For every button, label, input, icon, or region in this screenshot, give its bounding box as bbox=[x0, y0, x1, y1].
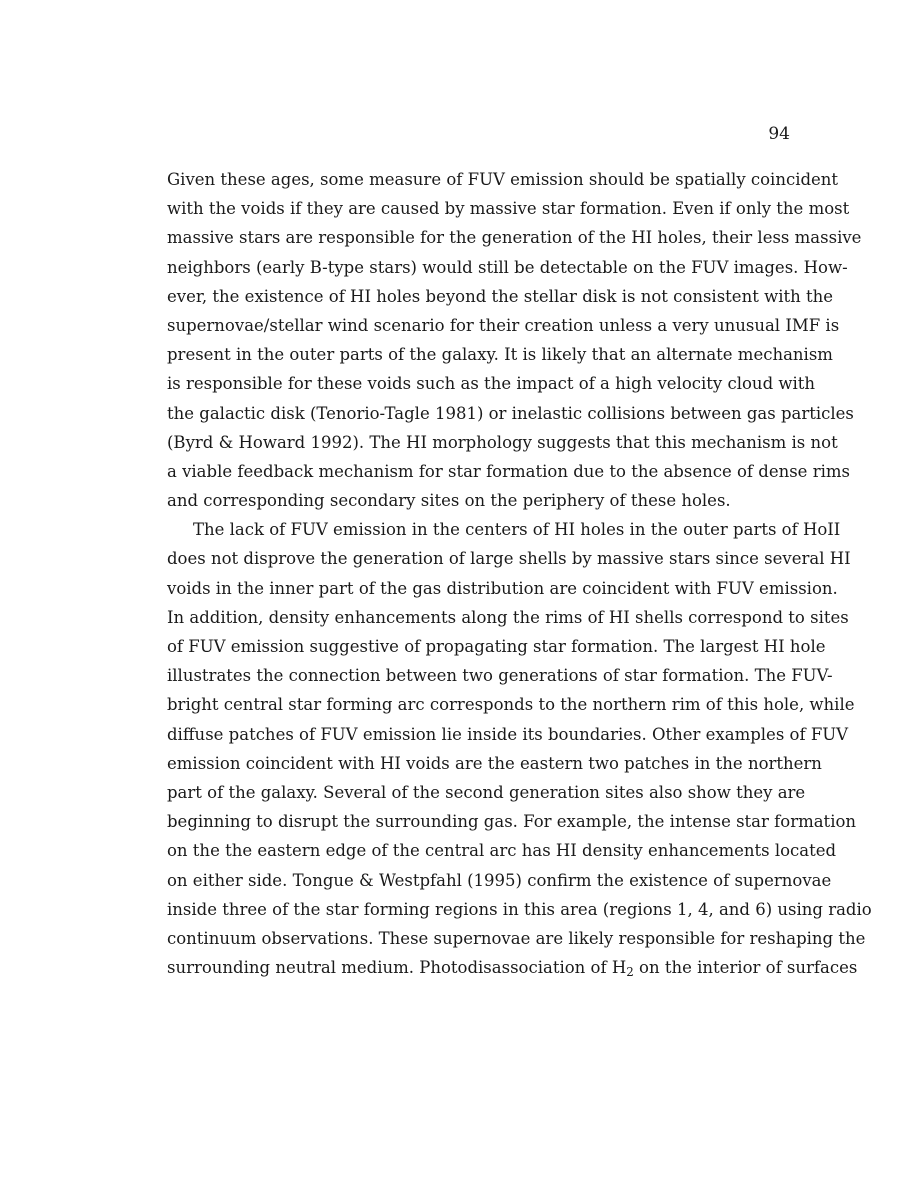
text-line: emission coincident with HI voids are the eastern two patches in the northern bbox=[167, 753, 822, 773]
text-line: is responsible for these voids such as the impact of a high velocity cloud with bbox=[167, 374, 816, 394]
subscript: 2 bbox=[626, 965, 634, 980]
text-fragment: surrounding neutral medium. Photodisassociation of H bbox=[167, 958, 627, 978]
text-line: does not disprove the generation of large shells by massive stars since several HI bbox=[167, 549, 851, 569]
text-line: diffuse patches of FUV emission lie inside its boundaries. Other examples of FUV bbox=[167, 724, 849, 744]
text-line: with the voids if they are caused by massive star formation. Even if only the most bbox=[167, 199, 850, 219]
text-line: a viable feedback mechanism for star formation due to the absence of dense rims bbox=[167, 461, 850, 481]
text-line: beginning to disrupt the surrounding gas. For example, the intense star formation bbox=[167, 812, 857, 832]
paragraph-2 bbox=[167, 515, 872, 982]
text-line: the galactic disk (Tenorio-Tagle 1981) or inelastic collisions between gas particles bbox=[167, 403, 854, 423]
text-line: of FUV emission suggestive of propagating star formation. The largest HI hole bbox=[167, 637, 826, 656]
text-line: massive stars are responsible for the generation of the HI holes, their less massive bbox=[167, 228, 862, 248]
text-line: part of the galaxy. Several of the second generation sites also show they are bbox=[167, 782, 806, 802]
text-line: The lack of FUV emission in the centers of HI holes in the outer parts of HoII bbox=[193, 520, 841, 540]
paragraph-1 bbox=[167, 165, 862, 515]
text-line-final bbox=[167, 953, 858, 982]
text-line: inside three of the star forming regions in this area (regions 1, 4, and 6) using radio bbox=[167, 899, 872, 919]
text-line: on the the eastern edge of the central arc has HI density enhancements located bbox=[167, 841, 837, 861]
text-fragment: on the interior of surfaces bbox=[633, 958, 858, 978]
text-line: continuum observations. These supernovae are likely responsible for reshaping the bbox=[167, 928, 866, 948]
page-number: 94 bbox=[768, 124, 790, 144]
text-line: ever, the existence of HI holes beyond the stellar disk is not consistent with the bbox=[167, 286, 834, 306]
text-line: voids in the inner part of the gas distribution are coincident with FUV emission. bbox=[167, 578, 838, 598]
text-line: on either side. Tongue & Westpfahl (1995) confirm the existence of supernovae bbox=[167, 870, 832, 890]
text-line: bright central star forming arc corresponds to the northern rim of this hole, while bbox=[167, 695, 855, 715]
text-line: Given these ages, some measure of FUV emission should be spatially coincident bbox=[167, 170, 839, 189]
text-line: and corresponding secondary sites on the periphery of these holes. bbox=[167, 491, 731, 511]
text-line: (Byrd & Howard 1992). The HI morphology suggests that this mechanism is not bbox=[167, 432, 838, 452]
text-line: In addition, density enhancements along the rims of HI shells correspond to sites bbox=[167, 607, 849, 627]
text-line: supernovae/stellar wind scenario for their creation unless a very unusual IMF is bbox=[167, 315, 840, 335]
body-text bbox=[167, 165, 872, 982]
text-line: illustrates the connection between two generations of star formation. The FUV- bbox=[167, 666, 833, 686]
text-line: present in the outer parts of the galaxy. It is likely that an alternate mechanism bbox=[167, 345, 833, 365]
text-line: neighbors (early B-type stars) would still be detectable on the FUV images. How- bbox=[167, 257, 848, 277]
